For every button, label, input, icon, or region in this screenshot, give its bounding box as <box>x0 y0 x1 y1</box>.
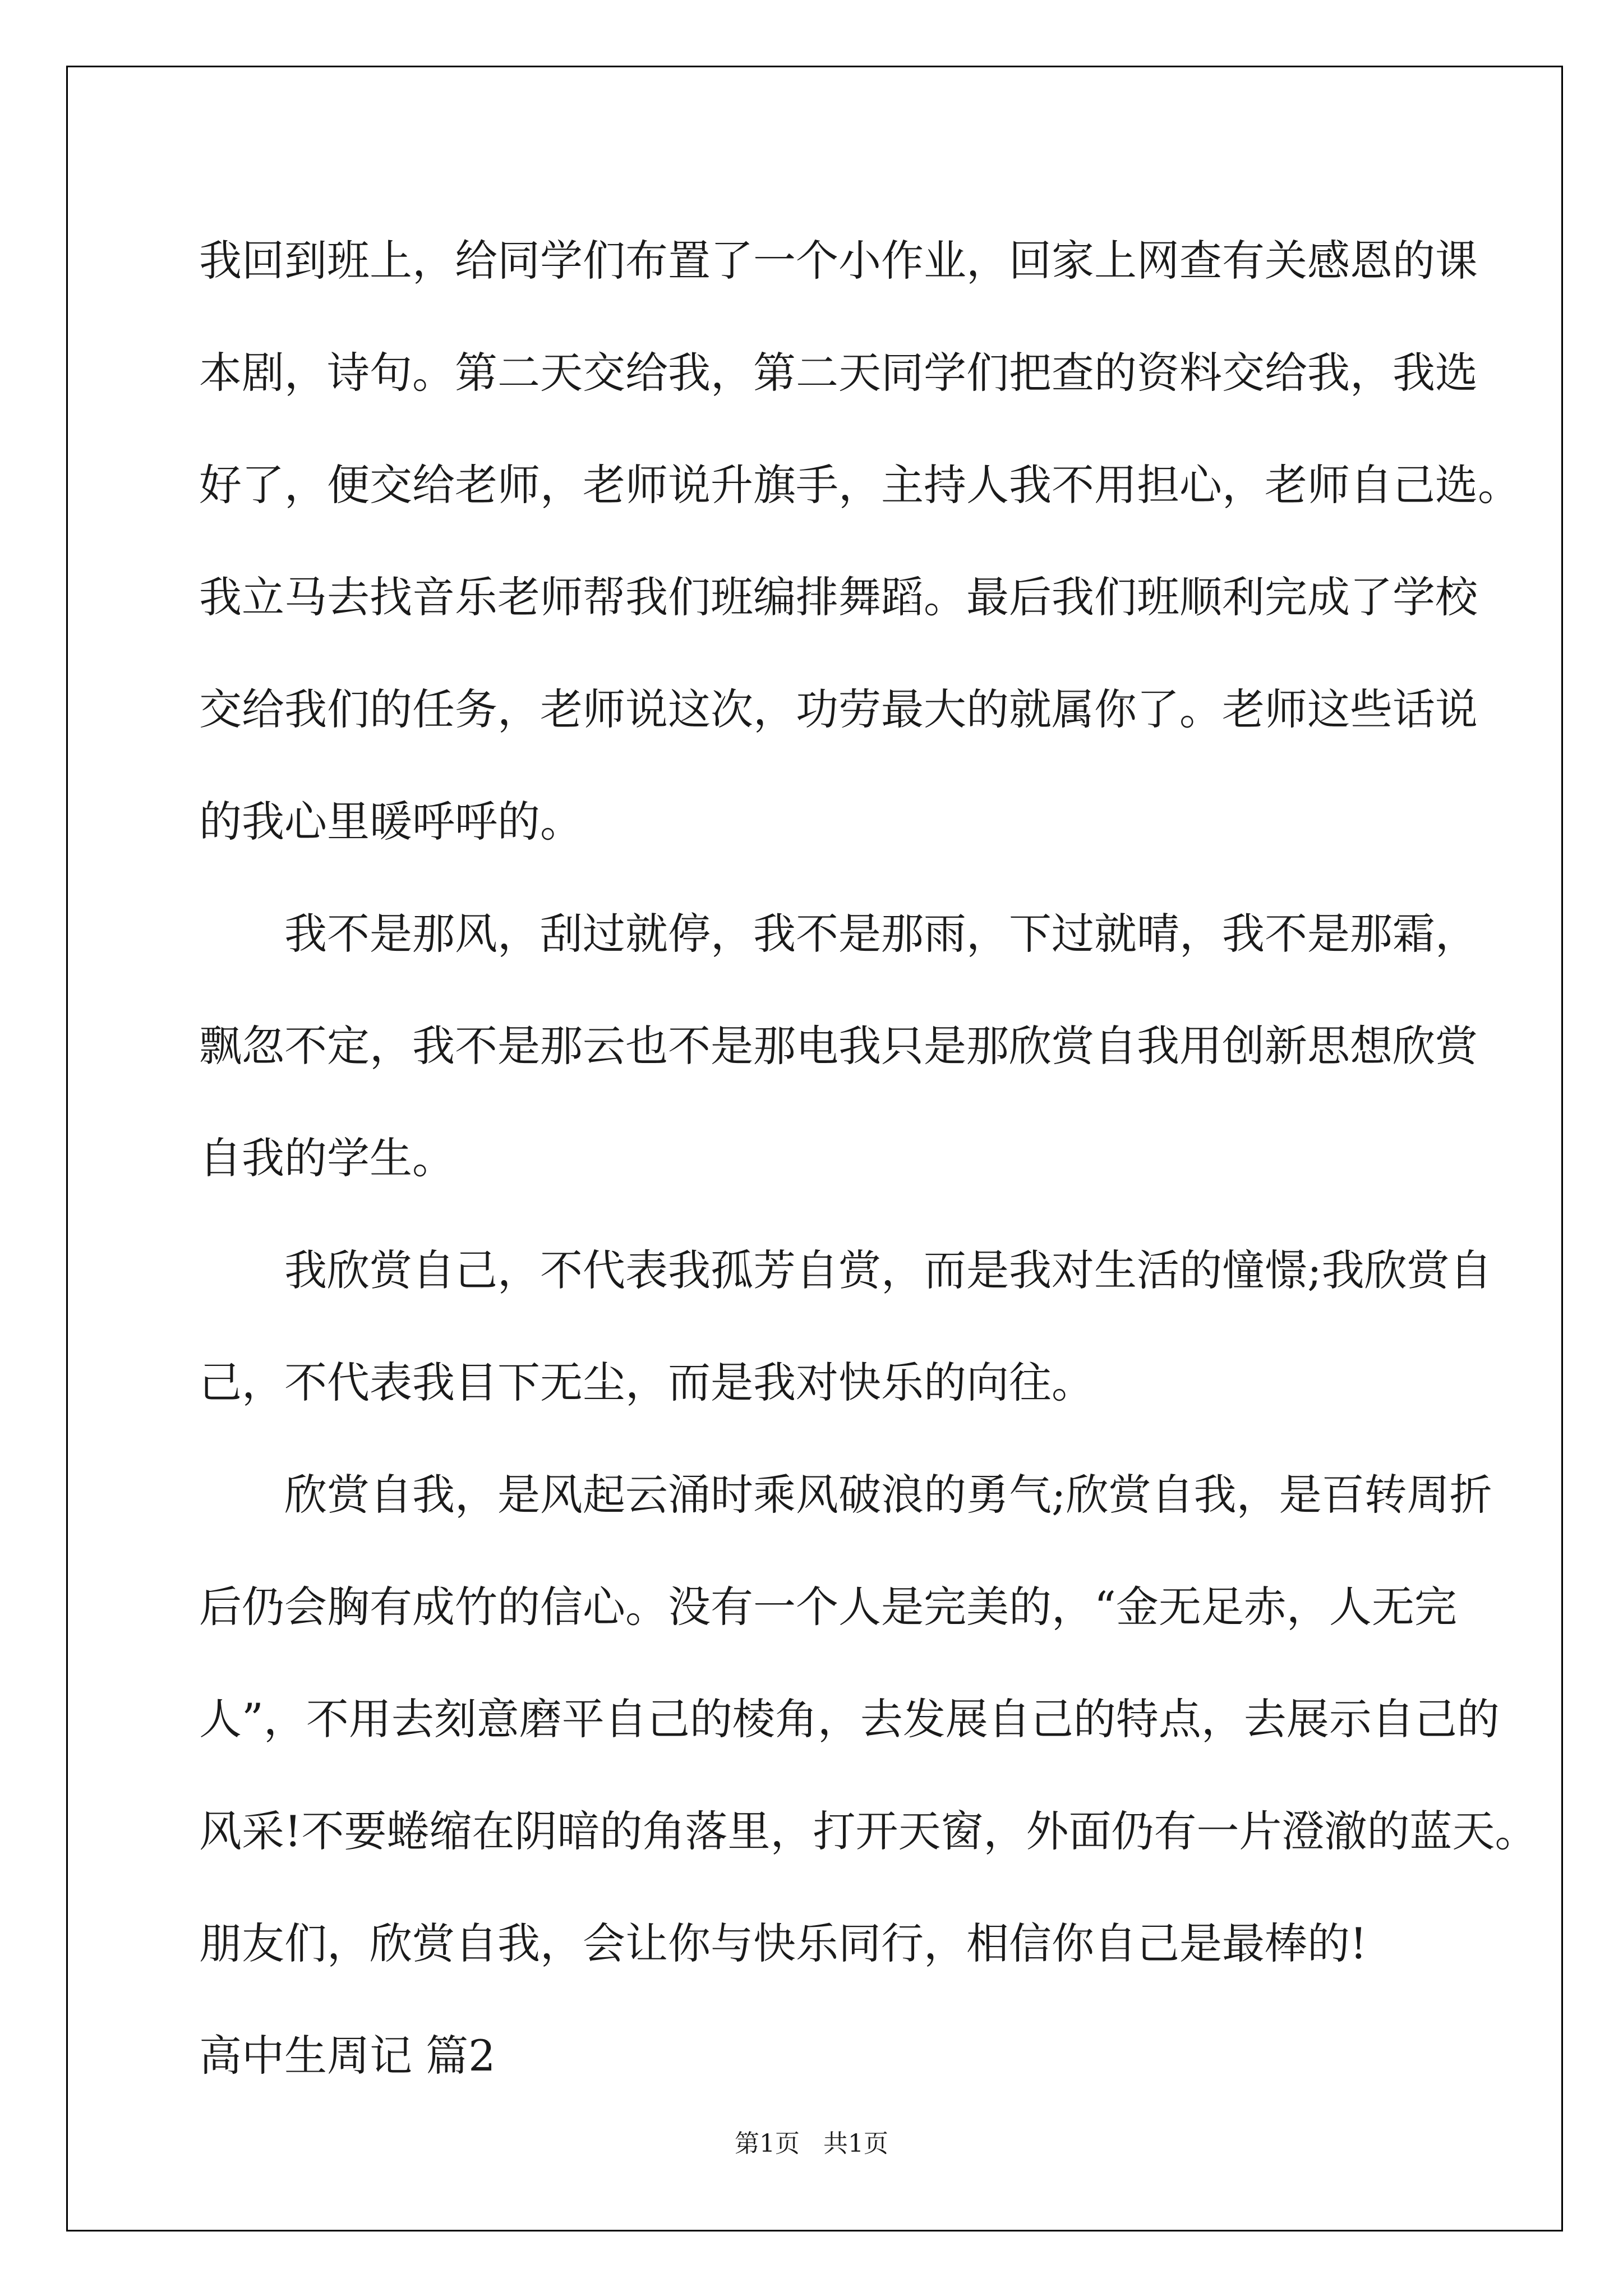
text-line-15: 风采!不要蜷缩在阴暗的角落里，打开天窗，外面仍有一片澄澈的蓝天。 <box>199 1806 1538 1856</box>
text-line-4: 我立马去找音乐老师帮我们班编排舞蹈。最后我们班顺利完成了学校 <box>199 572 1478 622</box>
section-heading: 高中生周记 篇2 <box>199 2031 496 2081</box>
document-body <box>199 205 1538 2112</box>
text-line-6: 的我心里暖呼呼的。 <box>199 797 583 846</box>
page-number-footer: 第1页 共1页 <box>735 2129 888 2158</box>
text-line-16: 朋友们，欣赏自我，会让你与快乐同行，相信你自己是最棒的! <box>199 1918 1367 1968</box>
text-line-1: 我回到班上，给同学们布置了一个小作业，回家上网查有关感恩的课 <box>199 236 1478 286</box>
text-line-7: 我不是那风，刮过就停，我不是那雨，下过就晴，我不是那霜， <box>284 909 1478 959</box>
text-line-9: 自我的学生。 <box>199 1133 455 1183</box>
text-line-11: 己，不代表我目下无尘，而是我对快乐的向往。 <box>199 1358 1094 1407</box>
text-line-10: 我欣赏自己，不代表我孤芳自赏，而是我对生活的憧憬;我欣赏自 <box>284 1245 1492 1295</box>
text-line-14: 人”，不用去刻意磨平自己的棱角，去发展自己的特点，去展示自己的 <box>199 1694 1500 1744</box>
text-line-8: 飘忽不定，我不是那云也不是那电我只是那欣赏自我用创新思想欣赏 <box>199 1021 1478 1071</box>
text-line-12: 欣赏自我，是风起云涌时乘风破浪的勇气;欣赏自我，是百转周折 <box>284 1470 1492 1520</box>
text-line-2: 本剧，诗句。第二天交给我，第二天同学们把查的资料交给我，我选 <box>199 348 1478 398</box>
text-line-5: 交给我们的任务，老师说这次，功劳最大的就属你了。老师这些话说 <box>199 684 1478 734</box>
text-line-13: 后仍会胸有成竹的信心。没有一个人是完美的，“金无足赤，人无完 <box>199 1582 1457 1632</box>
text-line-3: 好了，便交给老师，老师说升旗手，主持人我不用担心，老师自己选。 <box>199 460 1520 510</box>
